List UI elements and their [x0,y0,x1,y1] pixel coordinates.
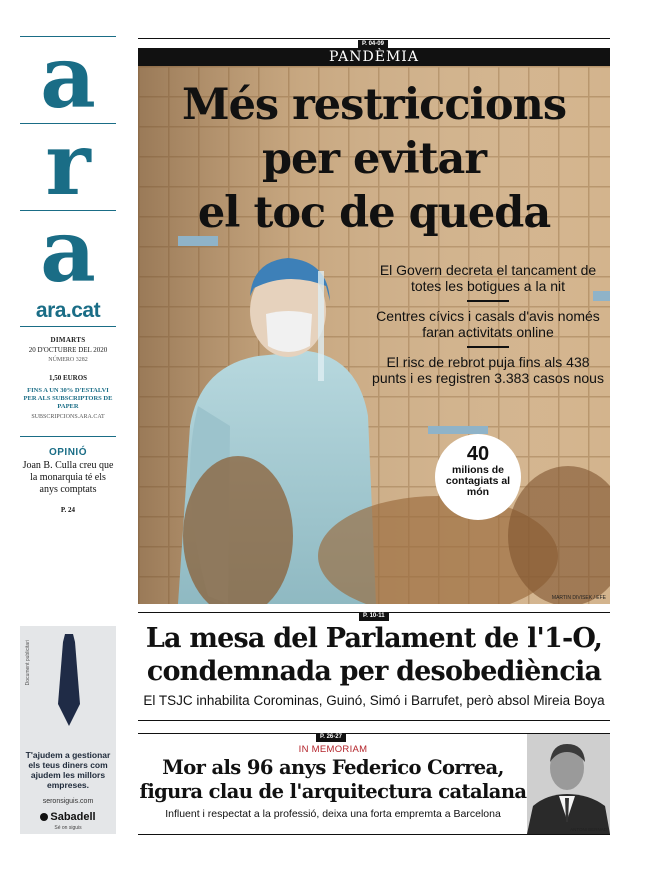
cases-number: 40 [466,443,490,465]
story2-headline-line: La mesa del Parlament de l'1-O, [145,623,603,654]
story2-headline-line: condemnada per desobediència [146,656,602,687]
story3-portrait[interactable] [527,734,610,834]
issue-number: NÚMERO 3282 [48,357,88,363]
issue-day: DIMARTS [50,336,86,344]
masthead-rule [20,326,116,327]
lead-headline-line: per evitar [261,134,487,184]
ad-disclaimer: Document publicitari [25,640,31,686]
story3-headline-line: figura clau de l'arquitectura catalana [139,780,527,803]
photo-credit: MARTIN DIVISEK / EFE [551,595,606,601]
ad-tagline: Sé on siguis [54,825,82,831]
subscription-offer[interactable]: FINS A UN 30% D'ESTALVI PER ALS SUBSCRIPTORS DE PAPER [23,387,113,410]
ad-brand [20,811,116,823]
masthead-column [20,36,116,514]
story3-page-tag: P. 26-27 [316,733,346,742]
portrait-credit: ANTONI BERNAD [570,827,607,832]
ad-text: T'ajudem a gestionar els teus diners com ajudem les millors empreses. [25,750,111,790]
lead-bullet: El Govern decreta el tancament de totes les botigues a la nit [379,262,597,294]
sabadell-ad[interactable] [20,626,116,834]
issue-date: 20 D'OCTUBRE DEL 2020 [28,346,108,354]
logo-letter-r[interactable]: r [45,124,91,210]
lead-bullets [370,262,606,392]
opinion-teaser[interactable] [20,436,116,514]
top-rule [138,38,610,39]
portrait-illustration [527,734,610,834]
sabadell-logo-icon [40,813,48,821]
opinion-text[interactable]: Joan B. Culla creu que la monarquia té els anys comptats [22,460,114,495]
story2-page-tag: P. 10-11 [359,612,389,621]
logo-url[interactable]: ara.cat [35,299,101,322]
lead-headline[interactable] [138,78,610,240]
story3-headline-line: Mor als 96 anys Federico Correa, [162,756,504,779]
section-label: PANDÈMIA [138,48,610,66]
story3-headline[interactable] [138,756,528,804]
story3-subhead: Influent i respectat a la professió, deixa una forta empremta a Barcelona [165,808,501,820]
subscription-link[interactable]: SUBSCRIPCIONS.ARA.CAT [31,414,105,420]
bullet-separator [467,300,509,302]
story3-kicker: IN MEMORIAM [298,744,368,755]
ad-brand-name: Sabadell [50,811,96,823]
cases-bubble [435,434,521,520]
cases-text: milions de contagiats al món [445,464,511,498]
logo-letter-a[interactable]: a [40,37,96,123]
lead-headline-line: Més restriccions [181,80,567,130]
lead-headline-line: el toc de queda [197,188,551,238]
bullet-separator [467,346,509,348]
logo-letter-a2[interactable]: a [40,211,96,297]
ad-url[interactable]: seronsiguis.com [42,798,94,805]
issue-price: 1,50 EUROS [48,374,88,382]
story2-subhead: El TSJC inhabilita Corominas, Guinó, Simó i Barrufet, però absol Mireia Boya [143,693,605,708]
lead-bullet: El risc de rebrot puja fins als 438 punts i es registren 3.383 casos nous [372,354,604,386]
story2-bottom-rule [138,720,610,721]
lead-bullet: Centres cívics i casals d'avis només faran activitats online [376,308,600,340]
opinion-label: OPINIÓ [48,447,87,458]
story3-bottom-rule [138,834,610,835]
tie-icon [58,634,80,730]
story2-headline[interactable] [138,622,610,688]
lead-page-tag: P. 04-09 [358,40,388,49]
lead-photo[interactable] [138,66,610,604]
issue-meta [20,335,116,422]
opinion-page: P. 24 [60,506,76,514]
